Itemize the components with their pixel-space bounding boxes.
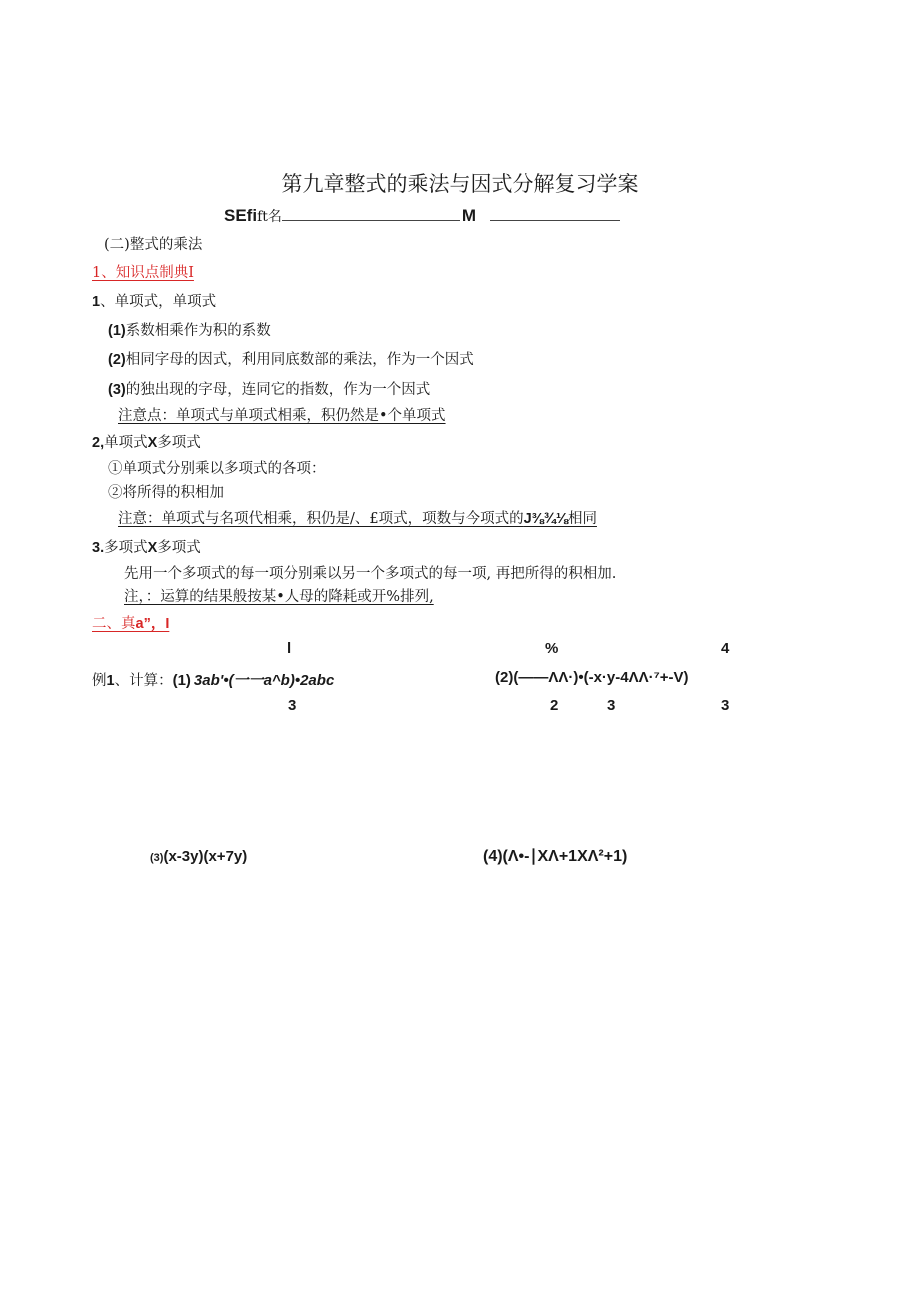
example-prefix: 例 bbox=[92, 673, 107, 689]
item-3-text-b: 多项式 bbox=[157, 540, 201, 556]
subtitle-part1: SEfi bbox=[224, 206, 258, 225]
item-2-text-a: 单项式 bbox=[104, 435, 148, 451]
rule-2 bbox=[108, 348, 474, 369]
p2-below-1: 2 bbox=[550, 697, 559, 714]
section-heading: (二)整式的乘法 bbox=[104, 237, 203, 253]
subtitle-line bbox=[224, 206, 620, 226]
problem-4: (4)(Λ•-∣XΛ+1XΛ²+1) bbox=[483, 848, 628, 865]
doc-title: 第九章整式的乘法与因式分解复习学案 bbox=[281, 172, 639, 196]
p2-above-1: % bbox=[545, 640, 559, 657]
subtitle-part3: M bbox=[461, 206, 477, 225]
knowledge-heading: 1、知识点制典I bbox=[92, 265, 194, 281]
note-2-b: J⅜¾⅛ bbox=[523, 511, 568, 527]
problem-3-expr: (x-3y)(x+7y) bbox=[163, 848, 248, 865]
p1-above: l bbox=[287, 640, 292, 657]
examples-heading-a: 二、真 bbox=[92, 616, 136, 632]
rule-1-num: (1) bbox=[108, 323, 126, 339]
problem-3-label: (3) bbox=[150, 852, 164, 864]
item-2-x: X bbox=[147, 435, 158, 451]
problem-2-expr: (2)(——ΛΛ·)•(-x·y-4ΛΛ·⁷+-V) bbox=[495, 669, 689, 686]
item-2-num: 2, bbox=[92, 435, 105, 451]
step-1: ①单项式分别乘以多项式的各项： bbox=[108, 461, 326, 477]
example-num: 1 bbox=[106, 673, 115, 689]
examples-heading bbox=[92, 612, 169, 633]
item-1 bbox=[92, 290, 216, 311]
grade-blank bbox=[490, 206, 620, 221]
item-1-num: 1 bbox=[92, 294, 101, 310]
rule-3-num: (3) bbox=[108, 382, 126, 398]
examples-heading-b: a”，I bbox=[135, 616, 170, 632]
item-3-num: 3. bbox=[92, 540, 105, 556]
p2-below-3: 3 bbox=[721, 697, 730, 714]
item-2-text-b: 多项式 bbox=[157, 435, 201, 451]
item-3-x: X bbox=[147, 540, 158, 556]
p2-below-2: 3 bbox=[607, 697, 616, 714]
rule-3-text: 的独出现的字母，连同它的指数，作为一个因式 bbox=[125, 382, 431, 398]
p2-above-2: 4 bbox=[721, 640, 730, 657]
item-1-text: 、单项式，单项式 bbox=[100, 294, 217, 310]
example-1-line bbox=[92, 669, 334, 690]
step-2: ②将所得的积相加 bbox=[108, 485, 224, 501]
p1-below: 3 bbox=[288, 697, 297, 714]
rule-2-num: (2) bbox=[108, 352, 126, 368]
note-2-c: 相同 bbox=[567, 511, 597, 527]
note-3: 注，：运算的结果般按某•人母的降耗或开%排列, bbox=[124, 589, 434, 605]
problem-1-label: (1) bbox=[172, 672, 191, 689]
note-1: 注意点：单项式与单项式相乘，积仍然是•个单项式 bbox=[118, 408, 446, 424]
problem-1-expr: 3ab'•(一一a^b)•2abc bbox=[193, 672, 335, 689]
subtitle-part2: ft名 bbox=[257, 209, 282, 225]
item-3-text-a: 多项式 bbox=[104, 540, 148, 556]
item-3 bbox=[92, 536, 201, 557]
problem-3 bbox=[150, 846, 247, 865]
rule-3 bbox=[108, 378, 430, 399]
note-2-a: 注意：单项式与名项代相乘，积仍是/、£项式，项数与今项式的 bbox=[118, 511, 524, 527]
rule-2-text: 相同字母的因式，利用同底数部的乘法，作为一个因式 bbox=[125, 352, 474, 368]
note-2 bbox=[118, 507, 597, 528]
item-2 bbox=[92, 431, 201, 452]
item-3-description: 先用一个多项式的每一项分别乘以另一个多项式的每一项, 再把所得的积相加. bbox=[124, 566, 617, 582]
rule-1 bbox=[108, 319, 271, 340]
example-label: 、计算： bbox=[114, 673, 173, 689]
name-blank bbox=[282, 206, 460, 221]
rule-1-text: 系数相乘作为积的系数 bbox=[125, 323, 271, 339]
